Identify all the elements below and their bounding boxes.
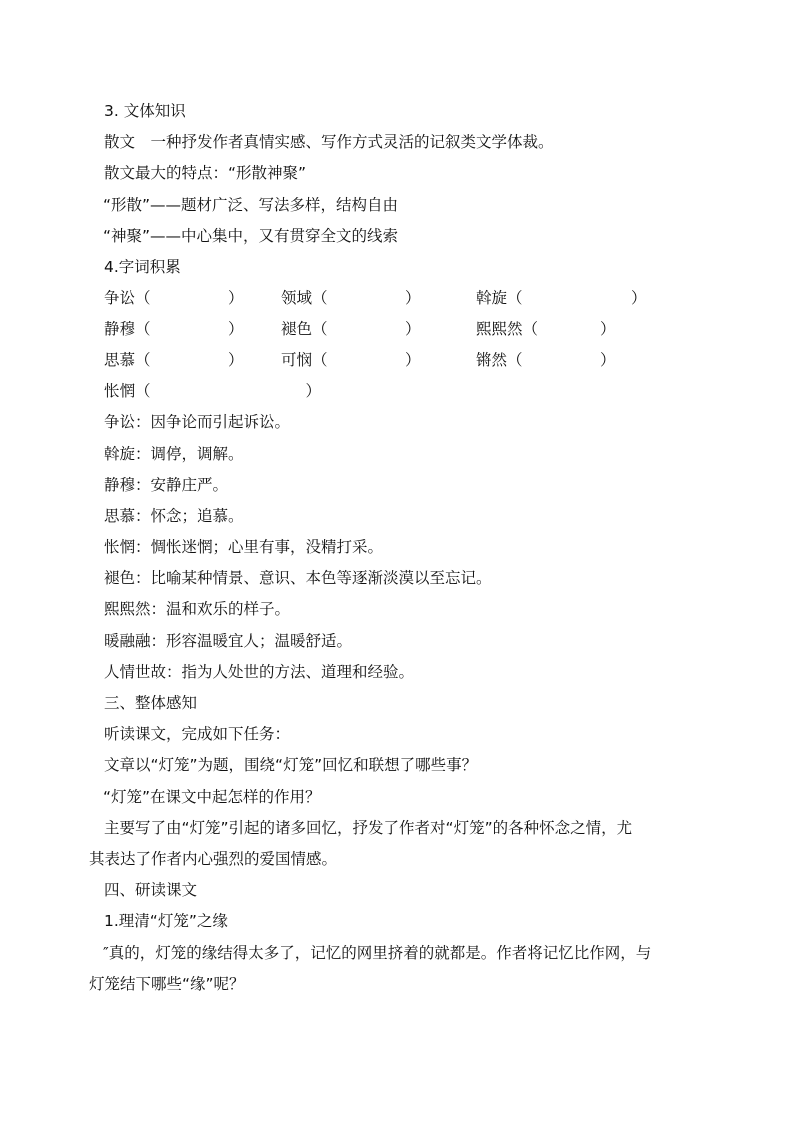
definition-line: 争讼：因争论而引起诉讼。 — [104, 413, 291, 431]
answer-line-2: 其表达了作者内心强烈的爱国情感。 — [89, 850, 338, 868]
prose-feature: 散文最大的特点：“形散神聚” — [104, 164, 307, 182]
definition-line: 人情世故：指为人处世的方法、道理和经验。 — [104, 663, 415, 681]
section-4-title: 4.字词积累 — [104, 258, 181, 276]
vocab-term: 熙熙然（ ） — [476, 320, 616, 338]
vocab-term: 褪色（ ） — [281, 320, 421, 338]
vocab-term: 斡旋（ ） — [476, 289, 647, 307]
definition-line: 思慕：怀念；追慕。 — [104, 507, 244, 525]
vocab-term: 怅惘（ ） — [104, 382, 322, 400]
shenju-line: “神聚”——中心集中，又有贯穿全文的线索 — [103, 227, 399, 245]
vocab-term: 争讼（ ） — [104, 289, 244, 307]
vocab-term: 锵然（ ） — [476, 351, 616, 369]
definition-line: 静穆：安静庄严。 — [104, 476, 229, 494]
section-three-title: 三、整体感知 — [104, 694, 198, 712]
definition-line: 斡旋：调停，调解。 — [104, 445, 244, 463]
vocab-term: 思慕（ ） — [104, 351, 244, 369]
definition-line: 怅惘：惆怅迷惘；心里有事，没精打采。 — [104, 538, 384, 556]
quote-line-1: ″真的，灯笼的缘结得太多了，记忆的网里挤着的就都是。作者将记忆比作网，与 — [103, 944, 652, 962]
section-3-title: 3. 文体知识 — [104, 102, 186, 120]
vocab-term: 领域（ ） — [281, 289, 421, 307]
definition-line: 褪色：比喻某种情景、意识、本色等逐渐淡漠以至忘记。 — [104, 569, 492, 587]
xingsan-line: “形散”——题材广泛、写法多样，结构自由 — [103, 196, 399, 214]
definition-line: 熙熙然：温和欢乐的样子。 — [104, 600, 291, 618]
section-four-title: 四、研读课文 — [104, 881, 198, 899]
question-1: 文章以“灯笼”为题，围绕“灯笼”回忆和联想了哪些事？ — [104, 756, 478, 774]
sub-section-1-title: 1.理清“灯笼”之缘 — [104, 912, 228, 930]
definition-line: 暖融融：形容温暖宜人；温暖舒适。 — [104, 632, 353, 650]
task-intro: 听读课文，完成如下任务： — [104, 725, 291, 743]
vocab-term: 静穆（ ） — [104, 320, 244, 338]
prose-definition: 散文 一种抒发作者真情实感、写作方式灵活的记叙类文学体裁。 — [104, 133, 554, 151]
question-2: “灯笼”在课文中起怎样的作用？ — [103, 788, 321, 806]
vocab-term: 可悯（ ） — [281, 351, 421, 369]
answer-line-1: 主要写了由“灯笼”引起的诸多回忆，抒发了作者对“灯笼”的各种怀念之情，尤 — [104, 819, 633, 837]
quote-line-2: 灯笼结下哪些“缘”呢？ — [89, 975, 245, 993]
